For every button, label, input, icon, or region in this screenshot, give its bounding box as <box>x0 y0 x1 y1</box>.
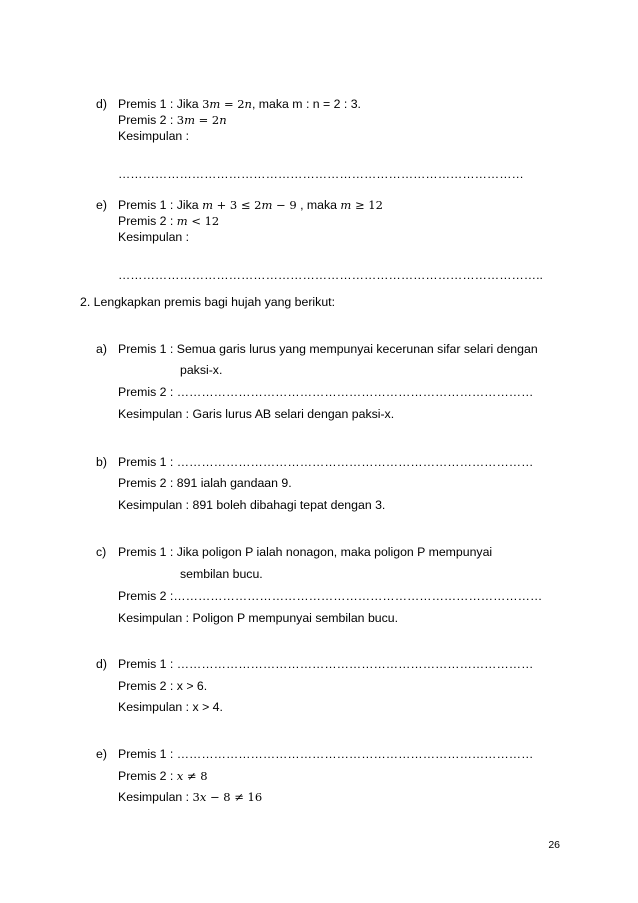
q1e-p1-pre: Premis 1 : Jika <box>118 198 203 212</box>
q2e-p2-math: 𝑥 ≠ 8 <box>176 769 208 783</box>
q1e-answer-blank[interactable]: ………………………………………………………………………………………….. <box>118 268 543 282</box>
q1d-premise-1 <box>118 97 361 111</box>
q1e-premise-2 <box>118 214 219 228</box>
q2e-conclusion-pre: Kesimpulan : <box>118 790 193 804</box>
q1d-p2-math: 3𝑚 = 2𝑛 <box>176 113 227 127</box>
q2e-premise-1-blank[interactable]: Premis 1 : …………………………………………………………………………… <box>118 747 534 761</box>
q2d-marker: d) <box>96 657 107 671</box>
q2b-marker: b) <box>96 455 107 469</box>
q1e-p1-math-2: 𝑚 ≥ 12 <box>340 198 383 212</box>
q2c-conclusion: Kesimpulan : Poligon P mempunyai sembilan bucu. <box>118 611 399 625</box>
q2e-conclusion <box>118 790 262 804</box>
q2d-conclusion: Kesimpulan : x > 4. <box>118 700 223 714</box>
q2e-premise-2 <box>118 769 208 783</box>
q1d-conclusion-label: Kesimpulan : <box>118 129 190 143</box>
q2e-conclusion-math: 3𝑥 − 8 ≠ 16 <box>192 790 263 804</box>
q1d-p1-post: , maka m : n = 2 : 3. <box>251 97 361 111</box>
q2b-premise-1-blank[interactable]: Premis 1 : …………………………………………………………………………… <box>118 455 534 469</box>
q1e-p1-math-1: 𝑚 + 3 ≤ 2𝑚 − 9 <box>202 198 297 212</box>
q2a-marker: a) <box>96 342 107 356</box>
q2b-premise-2: Premis 2 : 891 ialah gandaan 9. <box>118 476 292 490</box>
q2c-premise-1: Premis 1 : Jika poligon P ialah nonagon, maka poligon P mempunyai <box>118 545 493 559</box>
q2e-p2-pre: Premis 2 : <box>118 769 177 783</box>
q2e-marker: e) <box>96 747 107 761</box>
q1e-p1-mid: , maka <box>296 198 341 212</box>
q1d-marker: d) <box>96 97 107 111</box>
q2a-premise-2-blank[interactable]: Premis 2 : …………………………………………………………………………… <box>118 385 534 399</box>
q2d-premise-2: Premis 2 : x > 6. <box>118 679 208 693</box>
q2-heading: 2. Lengkapkan premis bagi hujah yang berikut: <box>80 295 335 309</box>
q1e-p2-pre: Premis 2 : <box>118 214 177 228</box>
q2a-premise-1: Premis 1 : Semua garis lurus yang mempunyai kecerunan sifar selari dengan <box>118 342 538 356</box>
q1d-p1-math: 3𝑚 = 2𝑛 <box>202 97 252 111</box>
q1e-marker: e) <box>96 198 107 212</box>
q2a-premise-1-cont: paksi-x. <box>180 363 223 377</box>
q2d-premise-1-blank[interactable]: Premis 1 : …………………………………………………………………………… <box>118 657 534 671</box>
q1d-premise-2 <box>118 113 227 127</box>
q2c-premise-1-cont: sembilan bucu. <box>180 567 263 581</box>
q1d-p1-pre: Premis 1 : Jika <box>118 97 203 111</box>
page-number: 26 <box>548 839 560 851</box>
q2c-marker: c) <box>96 545 107 559</box>
q2c-premise-2-blank[interactable]: Premis 2 :……………………………………………………………………………… <box>118 589 543 603</box>
q2a-conclusion: Kesimpulan : Garis lurus AB selari dengan paksi-x. <box>118 407 395 421</box>
q1d-answer-blank[interactable]: ……………………………………………………………………………………… <box>118 167 524 181</box>
q1e-conclusion-label: Kesimpulan : <box>118 230 190 244</box>
q1d-p2-pre: Premis 2 : <box>118 113 177 127</box>
q2b-conclusion: Kesimpulan : 891 boleh dibahagi tepat dengan 3. <box>118 498 386 512</box>
q1e-p2-math: 𝑚 < 12 <box>176 214 220 228</box>
q1e-premise-1 <box>118 198 383 212</box>
